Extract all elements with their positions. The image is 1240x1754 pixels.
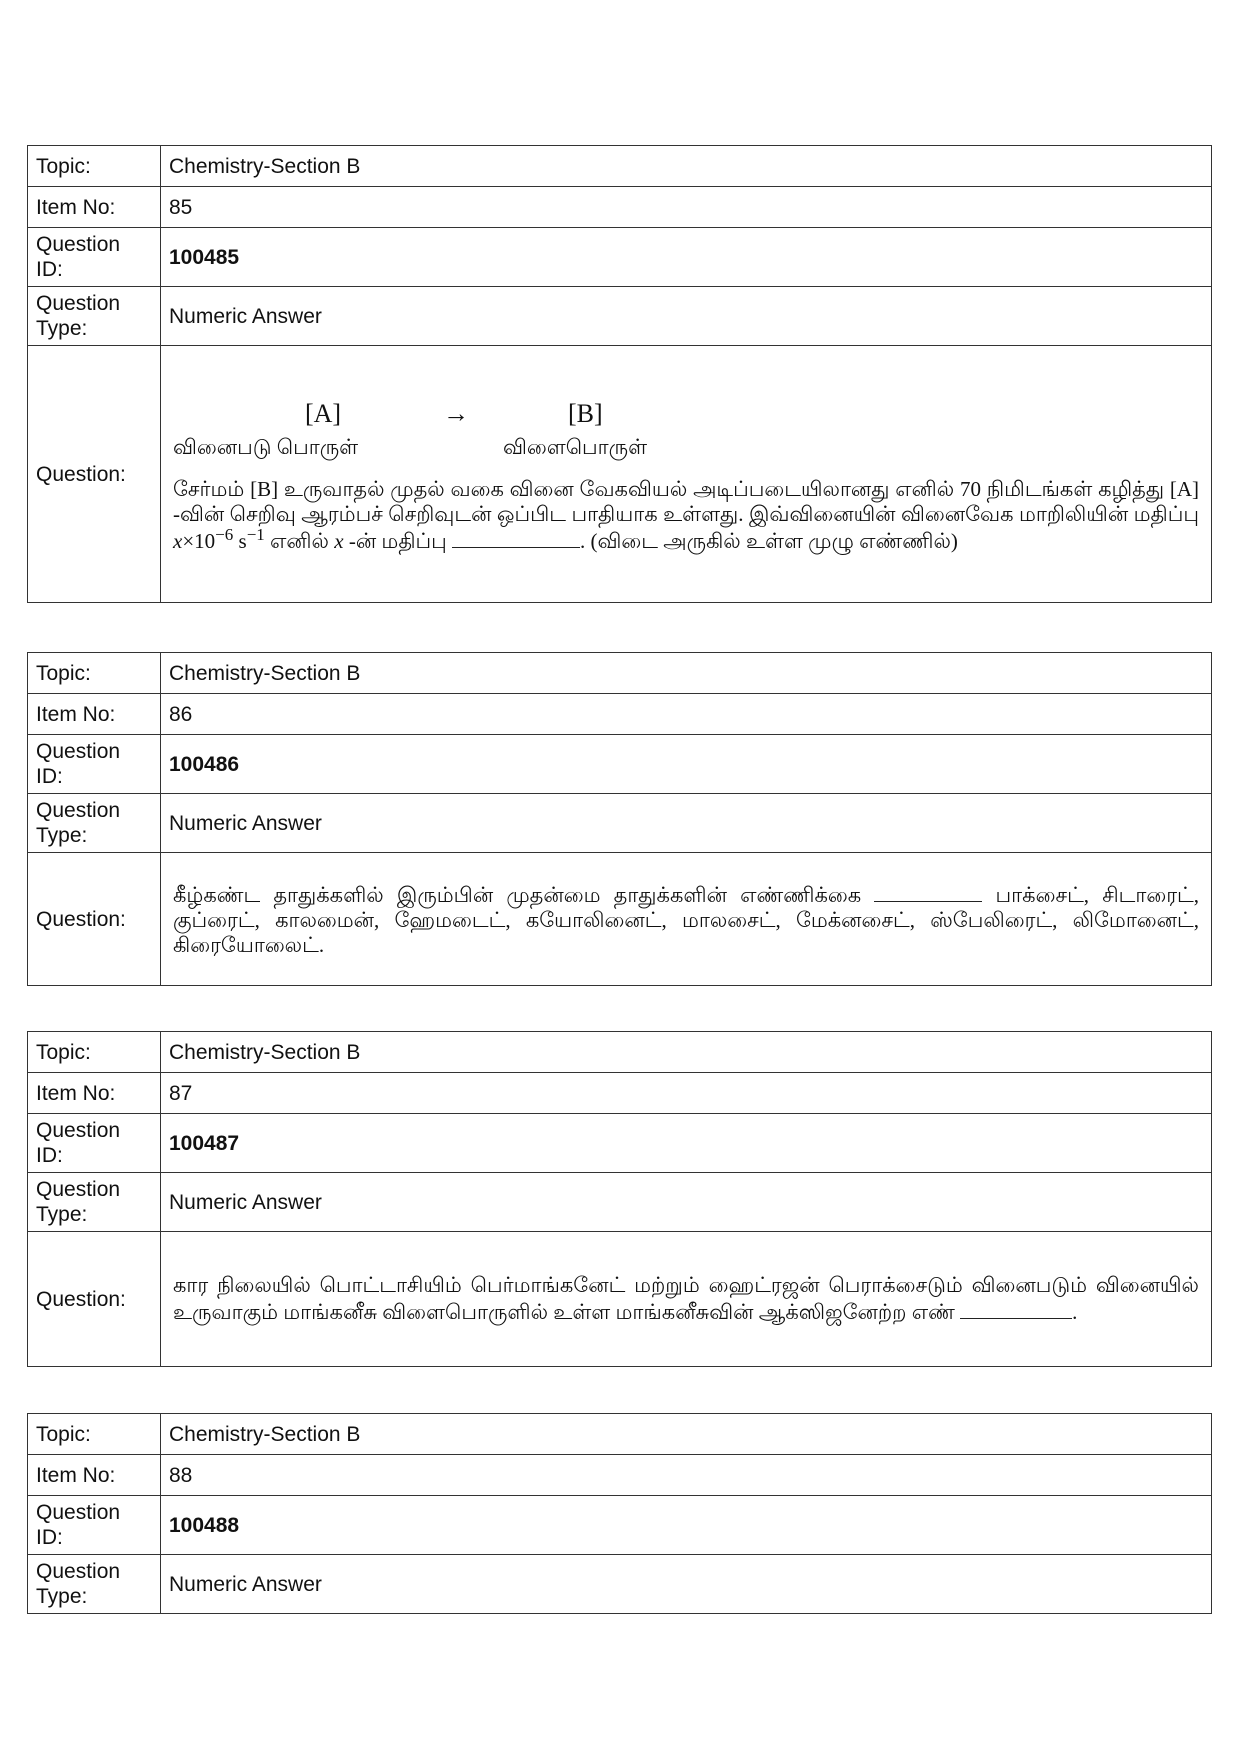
question-text-part: -ன் மதிப்பு <box>348 528 447 553</box>
answer-blank <box>452 527 580 548</box>
question-type-label: Question Type: <box>28 1173 161 1232</box>
question-type-value: Numeric Answer <box>161 1173 1212 1232</box>
question-card-85 <box>27 145 1212 603</box>
answer-blank <box>874 881 982 902</box>
question-text-part: எனில் <box>270 528 329 553</box>
question-label: Question: <box>28 346 161 603</box>
math-variable: x <box>334 528 344 553</box>
question-text <box>161 1232 1212 1367</box>
question-id-label: Question ID: <box>28 1114 161 1173</box>
topic-value: Chemistry-Section B <box>161 1414 1212 1455</box>
question-label: Question: <box>28 853 161 986</box>
question-text-part: கீழ்கண்ட தாதுக்களில் இரும்பின் முதன்மை தாதுக்களின் எண்ணிக்கை <box>173 882 862 907</box>
item-no-value: 88 <box>161 1455 1212 1496</box>
question-body <box>173 477 1199 554</box>
question-label: Question: <box>28 1232 161 1367</box>
question-type-label: Question Type: <box>28 287 161 346</box>
topic-value: Chemistry-Section B <box>161 1032 1212 1073</box>
question-text-part: சேர்மம் [B] உருவாதல் முதல் வகை வினை வேகவியல் அடிப்படையிலானது எனில் 70 நிமிடங்கள் கழித்து [A] -வின் செறிவு ஆரம்பச் செறிவுடன் ஒப்பிட பாதியாக உள்ளது. இவ்வினையின் வினைவேக மாறிலியின் மதிப்பு <box>173 476 1199 526</box>
item-no-value: 85 <box>161 187 1212 228</box>
topic-label: Topic: <box>28 1032 161 1073</box>
question-type-label: Question Type: <box>28 794 161 853</box>
question-card-88 <box>27 1413 1212 1614</box>
question-id-value: 100488 <box>161 1496 1212 1555</box>
question-text <box>161 346 1212 603</box>
item-no-value: 87 <box>161 1073 1212 1114</box>
item-no-value: 86 <box>161 694 1212 735</box>
question-card-86 <box>27 652 1212 986</box>
arrow-icon: → <box>443 398 469 428</box>
topic-label: Topic: <box>28 653 161 694</box>
topic-value: Chemistry-Section B <box>161 653 1212 694</box>
math-variable: x <box>173 528 183 553</box>
math-unit: s <box>238 528 247 553</box>
question-text-part: . (விடை அருகில் உள்ள முழு எண்ணில்) <box>580 528 958 553</box>
question-text-part: கார நிலையில் பொட்டாசியிம் பெர்மாங்கனேட் மற்றும் ஹைட்ரஜன் பெராக்சைடும் வினைபடும் வினையில் உருவாகும் மாங்கனீசு விளைபொருளில் உள்ள மாங்கனீசுவின் ஆக்ஸிஜனேற்ற எண் <box>173 1273 1199 1324</box>
question-id-label: Question ID: <box>28 735 161 794</box>
topic-label: Topic: <box>28 146 161 187</box>
question-text-part: . <box>1072 1300 1078 1324</box>
math-exponent: −6 <box>215 524 234 544</box>
question-type-value: Numeric Answer <box>161 1555 1212 1614</box>
question-id-label: Question ID: <box>28 228 161 287</box>
question-text-part: பாக்சைட், சிடாரைட், குப்ரைட், காலமைன், ஹேமடைட், கயோலினைட், மாலசைட், மேக்னசைட், ஸ்பேலிரைட், லிமோனைட், கிரையோலைட். <box>173 882 1200 957</box>
question-id-value: 100486 <box>161 735 1212 794</box>
reactant: [A] <box>305 398 342 428</box>
math-exponent: −1 <box>246 524 265 544</box>
item-no-label: Item No: <box>28 1455 161 1496</box>
question-id-value: 100485 <box>161 228 1212 287</box>
question-type-label: Question Type: <box>28 1555 161 1614</box>
item-no-label: Item No: <box>28 1073 161 1114</box>
math-times: ×10 <box>182 528 216 553</box>
question-card-87 <box>27 1031 1212 1367</box>
item-no-label: Item No: <box>28 694 161 735</box>
reactant-label: வினைபடு பொருள் <box>173 434 359 459</box>
topic-value: Chemistry-Section B <box>161 146 1212 187</box>
question-type-value: Numeric Answer <box>161 794 1212 853</box>
question-type-value: Numeric Answer <box>161 287 1212 346</box>
question-id-label: Question ID: <box>28 1496 161 1555</box>
question-id-value: 100487 <box>161 1114 1212 1173</box>
reaction-equation <box>173 395 1199 435</box>
product: [B] <box>568 398 603 428</box>
answer-blank <box>960 1298 1072 1319</box>
question-text <box>161 853 1212 986</box>
topic-label: Topic: <box>28 1414 161 1455</box>
item-no-label: Item No: <box>28 187 161 228</box>
product-label: விளைபொருள் <box>503 434 648 459</box>
reaction-labels <box>173 435 1199 477</box>
